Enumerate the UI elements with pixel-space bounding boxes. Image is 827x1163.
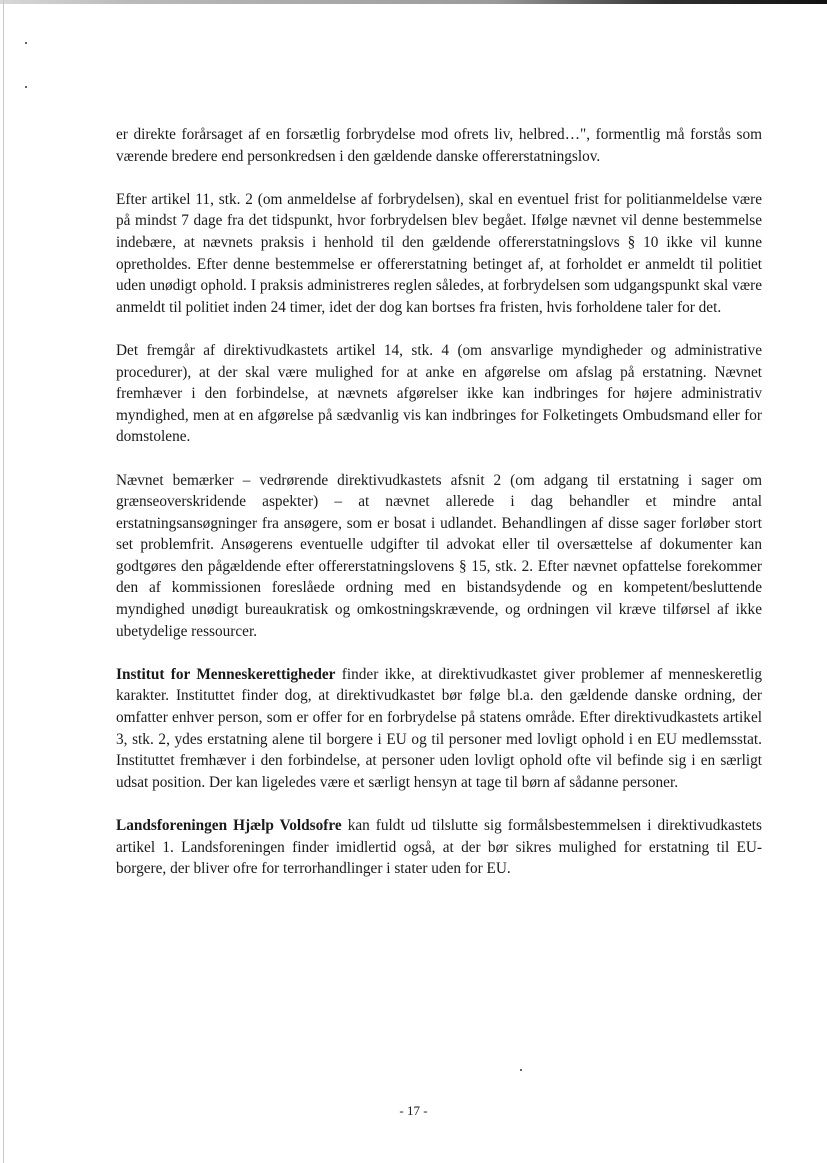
paragraph-5	[116, 664, 762, 794]
page-number: - 17 -	[399, 1103, 428, 1118]
paragraph-4	[116, 470, 762, 643]
paragraph-lead-landsforeningen: Landsforeningen Hjælp Voldsofre	[116, 817, 342, 834]
scan-speck	[25, 42, 27, 44]
paragraph-3	[116, 340, 762, 448]
paragraph-text: Efter artikel 11, stk. 2 (om anmeldelse af forbrydelsen), skal en eventuel frist for politianmeldelse være på mindst 7 dage fra det tidspunkt, hvor forbrydelsen blev begået. Ifølge nævnet vil denne bestemmelse indebære, at nævnets praksis i henhold til den gældende offererstatningslovs § 10 ikke vil kunne opretholdes. Efter denne bestemmelse er offererstatning betinget af, at forholdet er anmeldt til politiet uden unødigt ophold. I praksis administreres reglen således, at forbrydelsen som udgangspunkt skal være anmeldt til politiet inden 24 timer, idet der dog kan bortses fra fristen, hvis forholdene taler for det.	[116, 190, 762, 316]
scan-top-edge	[0, 0, 827, 4]
paragraph-text: Det fremgår af direktivudkastets artikel 14, stk. 4 (om ansvarlige myndigheder og administrative procedurer), at der skal være mulighed for at anke en afgørelse om afslag på erstatning. Nævnet fremhæver i den forbindelse, at nævnets afgørelser ikke kan indbringes for højere administrativ myndighed, men at en afgørelse på sædvanlig vis kan indbringes for Folketingets Ombudsmand eller for domstolene.	[116, 341, 762, 446]
scan-speck	[520, 1069, 522, 1071]
document-body	[116, 124, 762, 901]
paragraph-text: finder ikke, at direktivudkastet giver problemer af menneskeretlig karakter. Instituttet finder dog, at direktivudkastet bør følge bl.a. den gældende danske ordning, der omfatter enhver person, som er offer for en forbrydelse på statens område. Efter direktivudkastets artikel 3, stk. 2, ydes erstatning alene til borgere i EU og til personer med lovligt ophold i en EU medlemsstat. Instituttet fremhæver i den forbindelse, at personer uden lovligt ophold ofte vil befinde sig i en særligt udsat position. Der kan ligeledes være et særligt hensyn at tage til børn af sådanne personer.	[116, 665, 762, 791]
paragraph-2	[116, 189, 762, 319]
paragraph-text: er direkte forårsaget af en forsætlig forbrydelse mod ofrets liv, helbred…", formentlig må forstås som værende bredere end personkredsen i den gældende danske offererstatningslov.	[116, 126, 762, 165]
scan-left-edge	[3, 0, 4, 1163]
paragraph-text: kan fuldt ud tilslutte sig formålsbestemmelsen i direktivudkastets artikel 1. Landsforeningen finder imidlertid også, at der bør sikres mulighed for erstatning til EU-borgere, der bliver ofre for terrorhandlinger i stater uden for EU.	[116, 817, 762, 878]
paragraph-lead-institut: Institut for Menneskerettigheder	[116, 665, 336, 683]
scan-speck	[25, 86, 27, 88]
paragraph-6	[116, 815, 762, 880]
paragraph-text: Nævnet bemærker – vedrørende direktivudkastets afsnit 2 (om adgang til erstatning i sager om grænseoverskridende aspekter) – at nævnet allerede i dag behandler et mindre antal erstatningsansøgninger fra ansøgere, som er bosat i udlandet. Behandlingen af disse sager forløber stort set problemfrit. Ansøgerens eventuelle udgifter til advokat eller til oversættelse af dokumenter kan godtgøres den pågældende efter offererstatningslovens § 15, stk. 2. Efter nævnet opfattelse forekommer den af kommissionen foreslåede ordning med en bistandsydende og en kompetent/besluttende myndighed unødigt bureaukratisk og omkostningskrævende, og ordningen vil kræve tilførsel af ikke ubetydelige ressourcer.	[116, 471, 762, 640]
paragraph-1	[116, 124, 762, 167]
